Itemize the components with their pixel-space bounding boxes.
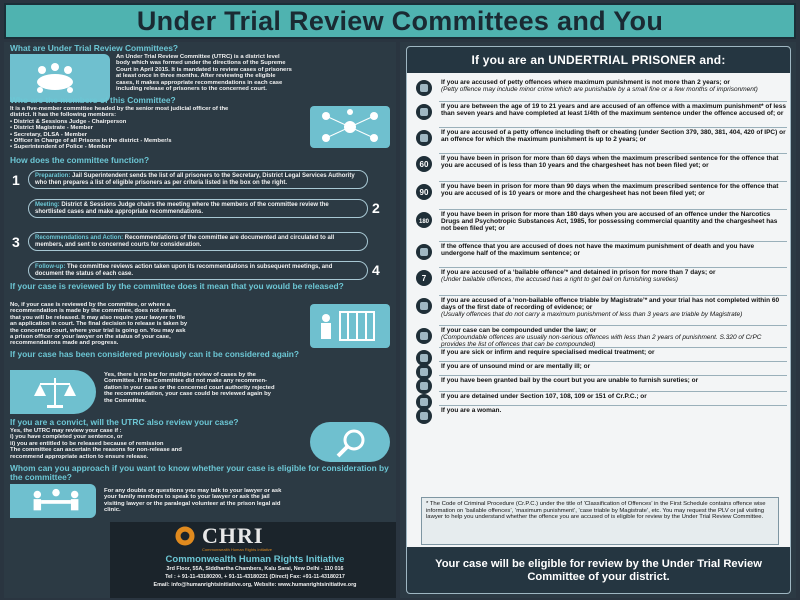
criteria-divider [439, 127, 787, 128]
clock-icon [415, 243, 433, 261]
step-follow-up: Follow-up: The committee reviews action taken upon its recommendations in subsequent meetings, and document the status of each case. [28, 261, 368, 280]
heading-members: Who are the members of this Committee? [10, 95, 176, 105]
criteria-text: If you are a woman. [441, 407, 502, 414]
criteria-divider [439, 267, 787, 268]
heading-considered-again: If your case has been considered previously can it be considered again? [10, 349, 300, 359]
criteria-note: (Petty offence may include minor crime which are punishable by a small fine or a few months of imprisonment) [441, 86, 758, 94]
criteria-text: If you have been in prison for more than 90 days when the maximum prescribed sentence for the offence that you are accused of is 10 years or more and the chargesheet has not been filed yet; or [441, 183, 779, 198]
criteria-divider [439, 325, 787, 326]
step-meeting: Meeting: District & Sessions Judge chairs the meeting where the members of the committee review the shortlisted cases and make appropriate recommendations. [28, 199, 368, 218]
utrc-description: An Under Trial Review Committee (UTRC) is a district level body which was formed under the directions of the Supreme Court in April 2015. It is mandated to review cases of prisoners at least once in three months. After reviewing the eligible cases, it makes appropriate recommendations in each case including release of prisoners to the concerned court. [116, 54, 292, 93]
criteria-text: If you have been granted bail by the court but you are unable to furnish sureties; or [441, 377, 699, 384]
criteria-divider [439, 295, 787, 296]
heading-whom-approach: Whom can you approach if you want to know whether your case is eligible for consideration by the committee? [10, 463, 389, 482]
eligibility-conclusion: Your case will be eligible for review by the Under Trial Review Committee of your district. [407, 547, 790, 594]
eligibility-box [406, 46, 791, 594]
step-number-3: 3 [12, 234, 20, 250]
criteria-divider [439, 153, 787, 154]
chri-address: 3rd Floor, 55A, Siddhartha Chambers, Kalu Sarai, New Delhi - 110 016 [166, 566, 344, 572]
consultation-icon [26, 487, 86, 515]
eligibility-heading-bar [407, 47, 790, 73]
convict-answer: Yes, the UTRC may review your case if : i) you have completed your sentence, or ii) you are entitled to be released because of remission The committee can ascertain the reasons for non-release and recommend appropriate action to ensure release. [10, 428, 182, 460]
heading-what-are-utrc: What are Under Trial Review Committees? [10, 43, 179, 53]
criteria-divider [439, 375, 787, 376]
heading-convict: If you are a convict, will the UTRC also review your case? [10, 417, 239, 427]
heading-released: If your case is reviewed by the committee does it mean that you would be released? [10, 281, 344, 291]
svg-text:90: 90 [419, 188, 429, 197]
network-icon [310, 106, 390, 148]
criteria-text: If you are sick or infirm and require specialised medical treatment; or [441, 349, 655, 356]
svg-text:60: 60 [419, 160, 429, 169]
chri-logo-text: CHRI [202, 523, 264, 548]
hourglass-icon [415, 297, 433, 315]
step-number-1: 1 [12, 172, 20, 188]
180-days-icon [415, 211, 433, 229]
magnifier-badge [310, 422, 390, 462]
woman-icon [415, 407, 433, 425]
step-number-4: 4 [372, 262, 380, 278]
criteria-note: (Under bailable offences, the accused has a right to get bail on furnishing sureties) [441, 276, 679, 284]
svg-text:7: 7 [421, 274, 427, 283]
person-icon [415, 103, 433, 121]
calendar-7-icon [415, 269, 433, 287]
members-list: It is a five-member committee headed by the senior most judicial officer of the district. It has the following members: • District & Sessions Judge - Chairperson • District Magistrate - Member • Secretary, DLSA - Member • Officer in Charge of all Prisons in the district - Member/s • Superintendent of Police - Member [10, 106, 229, 151]
prison-icon [310, 304, 390, 348]
criteria-divider [439, 361, 787, 362]
approach-answer: For any doubts or questions you may talk to your lawyer or ask your family members to speak to your lawyer or ask the jail visiting lawyer or the paralegal volunteer at the prison legal aid clinic. [104, 488, 282, 514]
criteria-divider [439, 101, 787, 102]
right-panel [400, 42, 796, 598]
criteria-text: If you are accused of a petty offence including theft or cheating (under Section 379, 380, 381, 404, 420 of IPC) or an offence for which the maximum punishment is up to 2 years; or [441, 129, 786, 144]
meeting-icon [32, 60, 78, 96]
step-number-2: 2 [372, 200, 380, 216]
footnote: * The Code of Criminal Procedure (Cr.P.C.) under the title of ‘Classification of Offences’ in the First Schedule contains offence wise information on ‘bailable offences’, ‘maximum punishment’, ‘case triable by Magistrate’, etc. You may request the PLV or jail visiting lawyer to help you understand whether the offence you are accused of is eligible for review by the Under Trial Review Committee. [421, 497, 779, 545]
chri-org-name: Commonwealth Human Rights Initiative [165, 554, 345, 565]
criteria-text: If you are accused of a ‘bailable offence’* and detained in prison for more than 7 days; or (Under bailable offences, the accused has a right to get bail on furnishing sureties) [441, 269, 716, 284]
chri-footer [110, 522, 396, 598]
considered-again-answer: Yes, there is no bar for multiple review of cases by the Committee. If the Committee did not make any recommen- dation in your case or the concerned court authority rejected the recommendation, your case could be reviewed again by the Committee. [104, 372, 275, 404]
heading-function: How does the committee function? [10, 155, 150, 165]
approach-badge [10, 484, 96, 518]
criteria-text: If you are detained under Section 107, 108, 109 or 151 of Cr.P.C.; or [441, 393, 647, 400]
step-recommendations: Recommendations and Action: Recommendations of the committee are documented and circulated to all members, and sent to concerned courts for consideration. [28, 232, 368, 251]
page-title: Under Trial Review Committees and You [136, 5, 664, 36]
criteria-divider [439, 209, 787, 210]
svg-text:180: 180 [418, 219, 430, 225]
criteria-divider [439, 347, 787, 348]
criteria-text: If you are of unsound mind or are mentally ill; or [441, 363, 591, 370]
title-banner [4, 3, 796, 39]
criteria-text: If the offence that you are accused of does not have the maximum punishment of death and you have undergone half of the maximum sentence; or [441, 243, 755, 258]
eligibility-heading: If you are an UNDERTRIAL PRISONER and: [471, 53, 726, 67]
scales-badge [10, 370, 96, 414]
criteria-text: If your case can be compounded under the law; or (Compoundable offences are usually non-serious offences with less than 2 years of punishment. S.320 of CrPC provides the list of offences that can be compounded) [441, 327, 762, 349]
criteria-divider [439, 405, 787, 406]
step-preparation: Preparation: Jail Superintendent sends the list of all prisoners to the Secretary, District Legal Services Authority who then prepares a list of eligible prisoners as per criteria listed in the box on the right. [28, 170, 368, 189]
left-panel [4, 42, 396, 598]
criteria-note: (Usually offences that do not carry a maximum punishment of less than 3 years are triable by Magistrate) [441, 311, 743, 319]
criteria-divider [439, 391, 787, 392]
chri-emblem-icon [174, 525, 196, 547]
criteria-divider [439, 181, 787, 182]
gavel-icon [415, 129, 433, 147]
criteria-text: If you are between the age of 19 to 21 years and are accused of an offence with a maximum punishment* of less than seven years and have completed at least 1/4th of the maximum sentence under the offence accused of; or [441, 103, 786, 118]
90-days-icon [415, 183, 433, 201]
chri-logo-subtitle: Commonwealth Human Rights Initiative [202, 547, 273, 552]
criteria-text: If you have been in prison for more than 180 days when you are accused of an offence under the Narcotics Drugs and Psychotropic Substances Act, 1985, for possessing commercial quantity and the chargesheet has not been filed yet; or [441, 211, 778, 233]
criteria-note: (Compoundable offences are usually non-serious offences with less than 2 years of punishment. S.320 of CrPC provides the list of offences that can be compounded) [441, 334, 762, 349]
criteria-divider [439, 241, 787, 242]
chri-phone: Tel : + 91-11-43180200, + 91-11-43180221 (Direct) Fax: +91-11-43180217 [165, 574, 345, 580]
criteria-text: If you have been in prison for more than 60 days when the maximum prescribed sentence for the offence that you are accused of is less than 10 years and the chargesheet has not been filed yet; or [441, 155, 779, 170]
criteria-text: If you are accused of petty offences where maximum punishment is not more than 2 years; or (Petty offence may include minor crime which are punishable by a small fine or a few months of imprisonment) [441, 79, 758, 94]
released-answer: No, if your case is reviewed by the committee, or where a recommendation is made by the committee, does not mean that you will be released. It may also require your lawyer to file an application in court. The final decision to release is taken by the concerned court, where your trial is going on. You may ask a prison officer or your lawyer on the status of your case, recommendations made and progress. [10, 302, 188, 347]
chri-contact: Email: info@humanrightsinitiative.org, Website: www.humanrightsinitiative.org [153, 582, 357, 588]
60-days-icon [415, 155, 433, 173]
scales-icon [32, 374, 78, 410]
handshake-icon [415, 327, 433, 345]
criteria-text: If you are accused of a ‘non-bailable offence triable by Magistrate’* and your trial has not completed within 60 days of the first date of recording of evidence; or (Usually offences that do not carry a maximum punishment of less than 3 years are triable by Magistrate) [441, 297, 780, 319]
handcuffs-icon [415, 79, 433, 97]
